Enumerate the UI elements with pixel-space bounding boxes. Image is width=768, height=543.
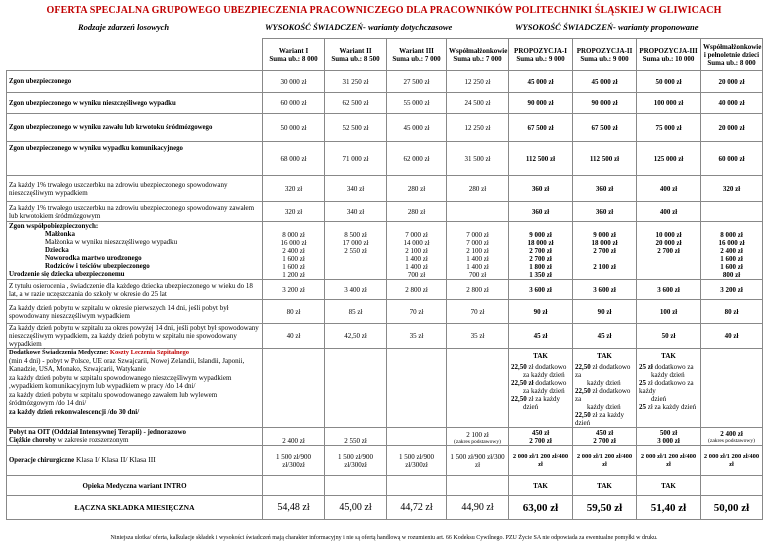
table-cell bbox=[447, 202, 509, 222]
text-value: 1 400 zł bbox=[405, 255, 428, 263]
table-cell: 12 250 zł bbox=[447, 114, 509, 142]
text-value: 700 zł bbox=[407, 271, 426, 279]
table-row bbox=[7, 114, 763, 142]
text-value: 1 600 zł bbox=[282, 255, 305, 263]
table-cell: 45 zł bbox=[509, 324, 573, 349]
text-value: za każdy dzień pobytu w szpitalu spowodowanego zawałem lub wylewem śródmózgowym /do 14 dni/ bbox=[9, 391, 218, 407]
table-cell bbox=[447, 349, 509, 428]
current-variants-header: WYSOKOŚĆ ŚWIADCZEŃ- warianty dotychczasowe bbox=[265, 22, 453, 32]
table-cell bbox=[701, 222, 763, 280]
table-cell: 52 500 zł bbox=[325, 114, 387, 142]
text-value: 2 550 zł bbox=[344, 247, 367, 255]
table-cell: 90 000 zł bbox=[509, 93, 573, 114]
text-value: Suma ub.: 8 000 bbox=[269, 54, 318, 63]
text-value: za każdy dzień bbox=[523, 371, 565, 379]
text-value: Wariant I bbox=[278, 46, 309, 55]
text-value: Współmałżonkowie i pełnoletnie dzieci bbox=[703, 42, 762, 59]
table-cell: 70 zł bbox=[387, 300, 447, 324]
table-cell bbox=[7, 114, 263, 142]
table-cell: 360 zł bbox=[509, 202, 573, 222]
text-value: Pobyt na OIT (Oddział Intensywnej Terapii) - jednorazowo bbox=[9, 428, 187, 436]
table-cell bbox=[7, 93, 263, 114]
table-cell bbox=[263, 349, 325, 428]
table-cell: 31 500 zł bbox=[447, 142, 509, 176]
table-cell bbox=[7, 349, 263, 428]
table-cell: 40 zł bbox=[701, 324, 763, 349]
table-cell: 125 000 zł bbox=[637, 142, 701, 176]
table-cell: 50 000 zł bbox=[263, 114, 325, 142]
col-header-8 bbox=[701, 39, 763, 71]
text-value: zł za każdy bbox=[528, 395, 560, 403]
text-value: 1 600 zł bbox=[720, 255, 743, 263]
text-value: każdy dzień bbox=[651, 371, 685, 379]
table-cell: 1 500 zł/900 zł/300 zł bbox=[447, 446, 509, 476]
table-cell: 40 zł bbox=[263, 324, 325, 349]
text-value: 2 700 zł bbox=[529, 436, 552, 445]
table-cell bbox=[509, 428, 573, 446]
table-cell: 100 zł bbox=[637, 300, 701, 324]
text-value: 1 400 zł bbox=[466, 255, 489, 263]
text-value: zł dodatkowo bbox=[528, 363, 567, 371]
table-cell: 24 500 zł bbox=[447, 93, 509, 114]
table-cell: Za każdy dzień pobytu w szpitalu za okres powyżej 14 dni, jeśli pobyt był spowodowany nieszczęśliwym wypadkiem, za każdy dzień pobytu w szpitalu nie spowodowany wypadkiem bbox=[7, 324, 263, 349]
table-cell bbox=[325, 349, 387, 428]
table-cell: 80 zł bbox=[701, 300, 763, 324]
text-value: TAK bbox=[597, 352, 612, 360]
table-cell bbox=[509, 349, 573, 428]
table-cell: 2 000 zł/1 200 zł/400 zł bbox=[637, 446, 701, 476]
text-value: Zgon ubezpieczonego w wyniku wypadku komunikacyjnego bbox=[9, 145, 183, 152]
table-cell bbox=[637, 428, 701, 446]
text-value: Małżonka bbox=[45, 230, 75, 238]
text-value: zł za każdy dzień bbox=[575, 411, 624, 427]
table-cell: 70 zł bbox=[447, 300, 509, 324]
col-header-2 bbox=[325, 39, 387, 71]
table-row bbox=[7, 93, 763, 114]
text-value: 18 000 zł bbox=[527, 239, 554, 247]
text-value: Koszty Leczenia Szpitalnego bbox=[109, 349, 189, 356]
text-value: 2 700 zł bbox=[593, 247, 616, 255]
text-value: (zakres podstawowy) bbox=[454, 439, 501, 445]
table-cell: 51,40 zł bbox=[637, 496, 701, 520]
text-value: PROPOZYCJA-II bbox=[576, 46, 633, 55]
table-cell: 45 000 zł bbox=[509, 71, 573, 93]
table-cell bbox=[387, 349, 447, 428]
table-cell bbox=[7, 39, 263, 71]
table-cell: 55 000 zł bbox=[387, 93, 447, 114]
table-row bbox=[7, 176, 763, 202]
benefits-table bbox=[6, 38, 763, 520]
table-cell: 45,00 zł bbox=[325, 496, 387, 520]
table-cell: 112 500 zł bbox=[509, 142, 573, 176]
table-cell bbox=[573, 349, 637, 428]
table-cell: 2 000 zł/1 200 zł/400 zł bbox=[701, 446, 763, 476]
table-cell bbox=[263, 222, 325, 280]
text-value: 2 400 zł bbox=[720, 247, 743, 255]
text-value: Suma ub.: 7 000 bbox=[392, 54, 441, 63]
text-value: TAK bbox=[533, 352, 548, 360]
events-header: Rodzaje zdarzeń losowych bbox=[78, 22, 170, 32]
text-value: Suma ub.: 10 000 bbox=[642, 54, 695, 63]
text-value: zł dodatkowo za bbox=[575, 363, 631, 379]
text-value: 1 800 zł bbox=[529, 263, 552, 271]
text-value: zł dodatkowo za każdy bbox=[639, 379, 694, 395]
text-value: dodatkowo za bbox=[654, 363, 694, 371]
table-cell: 59,50 zł bbox=[573, 496, 637, 520]
col-header-1 bbox=[263, 39, 325, 71]
text-value: Klasa I/ Klasa II/ Klasa III bbox=[74, 455, 156, 464]
table-row bbox=[7, 446, 763, 476]
col-header-7 bbox=[637, 39, 701, 71]
text-value: 1 200 zł bbox=[282, 271, 305, 279]
text-value: PROPOZYCJA-I bbox=[514, 46, 567, 55]
col-header-6 bbox=[573, 39, 637, 71]
table-cell: Za każdy 1% trwałego uszczerbku na zdrowiu ubezpieczonego spowodowany nieszczęśliwym wypadkiem bbox=[7, 176, 263, 202]
text-value: zł dodatkowo za bbox=[575, 387, 631, 403]
table-cell: 280 zł bbox=[447, 176, 509, 202]
table-cell: ŁĄCZNA SKŁADKA MIESIĘCZNA bbox=[7, 496, 263, 520]
text-value: 1 350 zł bbox=[529, 271, 552, 279]
table-cell: 35 zł bbox=[447, 324, 509, 349]
text-value: 14 000 zł bbox=[403, 239, 430, 247]
table-cell: TAK bbox=[637, 476, 701, 496]
table-cell: 67 500 zł bbox=[509, 114, 573, 142]
total-row bbox=[7, 496, 763, 520]
text-value: 3 000 zł bbox=[657, 436, 680, 445]
table-cell: 75 000 zł bbox=[637, 114, 701, 142]
text-value: PROPOZYCJA-III bbox=[639, 46, 698, 55]
text-value: 8 000 zł bbox=[282, 231, 305, 239]
text-value: 2 100 zł bbox=[405, 247, 428, 255]
table-cell: 71 000 zł bbox=[325, 142, 387, 176]
table-cell: 42,50 zł bbox=[325, 324, 387, 349]
text-value: Współmałżonkowie bbox=[449, 46, 508, 55]
table-cell: 340 zł bbox=[325, 202, 387, 222]
text-value: Suma ub.: 8 000 bbox=[707, 58, 756, 67]
text-value: Suma ub.: 9 000 bbox=[580, 54, 629, 63]
text-value: 500 zł bbox=[659, 428, 678, 437]
text-value: 25 bbox=[639, 403, 646, 411]
table-cell bbox=[701, 428, 763, 446]
table-row bbox=[7, 280, 763, 300]
text-value: 22,50 bbox=[575, 387, 591, 395]
table-cell: 280 zł bbox=[387, 176, 447, 202]
text-value: 1 600 zł bbox=[282, 263, 305, 271]
text-value: 25 zł bbox=[639, 363, 653, 371]
table-cell: 320 zł bbox=[263, 202, 325, 222]
text-value: 18 000 zł bbox=[591, 239, 618, 247]
text-value: 22,50 bbox=[511, 395, 527, 403]
table-cell: 3 600 zł bbox=[509, 280, 573, 300]
text-value: zł za każdy dzień bbox=[647, 403, 697, 411]
text-value: 22,50 bbox=[575, 411, 591, 419]
table-cell bbox=[701, 202, 763, 222]
table-cell: 3 400 zł bbox=[325, 280, 387, 300]
text-value: 2 100 zł bbox=[593, 263, 616, 271]
co-insured-block bbox=[7, 222, 763, 280]
text-value: 7 000 zł bbox=[466, 239, 489, 247]
table-cell: TAK bbox=[573, 476, 637, 496]
table-cell: 63,00 zł bbox=[509, 496, 573, 520]
text-value: 700 zł bbox=[468, 271, 487, 279]
table-cell bbox=[701, 349, 763, 428]
table-cell bbox=[7, 71, 263, 93]
table-cell: 360 zł bbox=[509, 176, 573, 202]
table-cell bbox=[637, 349, 701, 428]
text-value: 450 zł bbox=[595, 428, 614, 437]
text-value: Wariant II bbox=[339, 46, 372, 55]
table-cell bbox=[637, 222, 701, 280]
text-value: 25 bbox=[639, 379, 646, 387]
table-cell: Z tytułu osierocenia , świadczenie dla każdego dziecka ubezpieczonego w wieku do 18 lat, a w razie uczęszczania do szkoły w okresie do 25 lat bbox=[7, 280, 263, 300]
table-cell: 2 000 zł/1 200 zł/400 zł bbox=[573, 446, 637, 476]
table-cell: 112 500 zł bbox=[573, 142, 637, 176]
table-cell bbox=[387, 428, 447, 446]
table-cell: 30 000 zł bbox=[263, 71, 325, 93]
text-value: 20 000 zł bbox=[655, 239, 682, 247]
table-cell: Pobyt na OIT (Oddział Intensywnej Terapii) - jednorazowo Ciężkie choroby w zakresie rozszerzonym bbox=[7, 428, 263, 446]
table-cell: 50 zł bbox=[637, 324, 701, 349]
table-cell bbox=[509, 222, 573, 280]
document-title: OFERTA SPECJALNA GRUPOWEGO UBEZPIECZENIA PRACOWNICZEGO DLA PRACOWNIKÓW POLITECHNIKI ŚLĄSKIEJ W GLIWICACH bbox=[46, 5, 722, 16]
table-row bbox=[7, 71, 763, 93]
table-cell: 320 zł bbox=[263, 176, 325, 202]
table-cell: 3 600 zł bbox=[637, 280, 701, 300]
table-cell: 45 zł bbox=[573, 324, 637, 349]
table-row bbox=[7, 324, 763, 349]
text-value: (min 4 dni) - pobyt w Polsce, UE oraz Szwajcarii, Nowej Zelandii, Islandii, Japonii, Kanadzie, USA, Monako, Szwajcarii, Watykanie bbox=[9, 357, 245, 373]
table-cell: 1 500 zł/900 zł/300zł bbox=[325, 446, 387, 476]
table-cell: 45 000 zł bbox=[573, 71, 637, 93]
table-cell: 85 zł bbox=[325, 300, 387, 324]
table-row bbox=[7, 142, 763, 176]
text-value: każdy dzień bbox=[587, 403, 621, 411]
table-cell: 68 000 zł bbox=[263, 142, 325, 176]
table-cell: TAK bbox=[509, 476, 573, 496]
text-value: Dziecka bbox=[45, 246, 69, 254]
table-cell: 400 zł bbox=[637, 202, 701, 222]
table-cell: 90 zł bbox=[573, 300, 637, 324]
column-header-row bbox=[7, 39, 763, 71]
text-value: Zgon ubezpieczonego w wyniku nieszczęśliwego wypadku bbox=[9, 99, 176, 107]
table-cell: 67 500 zł bbox=[573, 114, 637, 142]
text-value: 1 600 zł bbox=[720, 263, 743, 271]
text-value: 22,50 bbox=[511, 363, 527, 371]
table-cell: 20 000 zł bbox=[701, 71, 763, 93]
table-cell: 62 500 zł bbox=[325, 93, 387, 114]
table-cell: 2 800 zł bbox=[447, 280, 509, 300]
text-value: 16 000 zł bbox=[280, 239, 307, 247]
text-value: 800 zł bbox=[722, 271, 741, 279]
table-cell: 62 000 zł bbox=[387, 142, 447, 176]
text-value: Wariant III bbox=[399, 46, 434, 55]
text-value: 1 400 zł bbox=[466, 263, 489, 271]
text-value: 2 400 zł bbox=[720, 429, 743, 438]
table-cell: 1 500 zł/900 zł/300zł bbox=[263, 446, 325, 476]
col-header-5 bbox=[509, 39, 573, 71]
table-cell: 3 600 zł bbox=[573, 280, 637, 300]
text-value: 17 000 zł bbox=[342, 239, 369, 247]
medical-benefits-block bbox=[7, 349, 763, 428]
table-cell: 12 250 zł bbox=[447, 71, 509, 93]
footer-disclaimer: Niniejsza ulotka/ oferta, kalkulacje składek i wysokości świadczeń mają charakter informacyjny i nie są ofertą handlową w rozumieniu art. 66 Kodeksu Cywilnego. PZU Życie SA nie odpowiada za ewentualne pomyłki w druku. bbox=[110, 535, 658, 541]
table-cell bbox=[447, 476, 509, 496]
text-value: Suma ub.: 8 500 bbox=[331, 54, 380, 63]
table-cell bbox=[7, 142, 263, 176]
text-value: dzień bbox=[523, 403, 539, 411]
table-cell: 54,48 zł bbox=[263, 496, 325, 520]
table-row bbox=[7, 202, 763, 222]
table-cell: 35 zł bbox=[387, 324, 447, 349]
table-cell: 2 550 zł bbox=[325, 428, 387, 446]
text-value: 22,50 bbox=[575, 363, 591, 371]
table-cell: Za każdy dzień pobytu w szpitalu w okresie pierwszych 14 dni, jeśli pobyt był spowodowany nieszczęśliwym wypadkiem bbox=[7, 300, 263, 324]
table-cell: 44,72 zł bbox=[387, 496, 447, 520]
text-value: 9 000 zł bbox=[529, 231, 552, 239]
table-cell bbox=[7, 222, 263, 280]
text-value: 450 zł bbox=[531, 428, 550, 437]
table-cell: 90 zł bbox=[509, 300, 573, 324]
text-value: Zgon współpobiezpieczonych: bbox=[9, 222, 99, 230]
table-cell: 80 zł bbox=[263, 300, 325, 324]
text-value: Noworodka martwo urodzonego bbox=[45, 254, 142, 262]
text-value: 8 000 zł bbox=[720, 231, 743, 239]
text-value: Małżonka w wyniku nieszczęśliwego wypadku bbox=[45, 238, 178, 246]
table-row bbox=[7, 428, 763, 446]
table-cell bbox=[573, 222, 637, 280]
table-cell: 360 zł bbox=[573, 176, 637, 202]
text-value: Urodzenie się dziecka ubezpieczonemu bbox=[9, 270, 125, 278]
table-cell: 50 000 zł bbox=[637, 71, 701, 93]
text-value: 2 700 zł bbox=[593, 436, 616, 445]
text-value: 2 700 zł bbox=[529, 247, 552, 255]
table-cell bbox=[387, 222, 447, 280]
text-value: Suma ub.: 9 000 bbox=[516, 54, 565, 63]
text-value: 7 000 zł bbox=[405, 231, 428, 239]
table-cell bbox=[701, 476, 763, 496]
text-value: 2 100 zł bbox=[466, 247, 489, 255]
table-cell bbox=[7, 446, 263, 476]
text-value: dzień bbox=[651, 395, 667, 403]
table-cell: 280 zł bbox=[387, 202, 447, 222]
text-value: Dodatkowe Świadczenia Medyczne: bbox=[9, 349, 110, 356]
text-value: 2 700 zł bbox=[657, 247, 680, 255]
table-cell: 100 000 zł bbox=[637, 93, 701, 114]
text-value: za każdy dzień bbox=[523, 387, 565, 395]
table-cell: 27 500 zł bbox=[387, 71, 447, 93]
table-cell bbox=[573, 428, 637, 446]
text-value: 2 700 zł bbox=[529, 255, 552, 263]
table-cell bbox=[447, 222, 509, 280]
table-cell: 360 zł bbox=[573, 202, 637, 222]
text-value: Zgon ubezpieczonego w wyniku zawału lub krwotoku śródmózgowego bbox=[9, 124, 213, 131]
table-cell: 45 000 zł bbox=[387, 114, 447, 142]
table-cell: 400 zł bbox=[637, 176, 701, 202]
table-row bbox=[7, 300, 763, 324]
text-value: 7 000 zł bbox=[466, 231, 489, 239]
table-cell: 90 000 zł bbox=[573, 93, 637, 114]
table-cell: Opieka Medyczna wariant INTRO bbox=[7, 476, 263, 496]
text-value: 2 100 zł bbox=[466, 431, 489, 439]
text-value: 16 000 zł bbox=[718, 239, 745, 247]
text-value: za każdy dzień rekonwalescencji /do 30 dni/ bbox=[9, 408, 140, 416]
table-cell: 320 zł bbox=[701, 176, 763, 202]
table-cell: 44,90 zł bbox=[447, 496, 509, 520]
text-value: TAK bbox=[661, 352, 676, 360]
text-value: 8 500 zł bbox=[344, 231, 367, 239]
text-value: Rodziców i teściów ubezpieczonego bbox=[45, 262, 150, 270]
text-value: 1 400 zł bbox=[405, 263, 428, 271]
table-cell: 1 500 zł/900 zł/300zł bbox=[387, 446, 447, 476]
table-row bbox=[7, 476, 763, 496]
text-value: Suma ub.: 7 000 bbox=[453, 54, 502, 63]
table-cell: 60 000 zł bbox=[701, 142, 763, 176]
table-cell: 2 000 zł/1 200 zł/400 zł bbox=[509, 446, 573, 476]
table-cell: 40 000 zł bbox=[701, 93, 763, 114]
text-value: 2 400 zł bbox=[282, 247, 305, 255]
table-cell: Za każdy 1% trwałego uszczerbku na zdrowiu ubezpieczonego spowodowany zawałem lub krwotokiem śródmózgowym bbox=[7, 202, 263, 222]
table-cell bbox=[447, 428, 509, 446]
table-cell: 3 200 zł bbox=[701, 280, 763, 300]
table-cell: 340 zł bbox=[325, 176, 387, 202]
table-cell: 3 200 zł bbox=[263, 280, 325, 300]
table-cell bbox=[325, 222, 387, 280]
text-value: dodatkowo bbox=[535, 379, 567, 387]
table-cell: 2 800 zł bbox=[387, 280, 447, 300]
text-value: 9 000 zł bbox=[593, 231, 616, 239]
table-cell bbox=[387, 476, 447, 496]
text-value: Zgon ubezpieczonego bbox=[9, 78, 72, 85]
col-header-3 bbox=[387, 39, 447, 71]
col-header-4 bbox=[447, 39, 509, 71]
table-cell: 60 000 zł bbox=[263, 93, 325, 114]
text-value: za każdy dzień pobytu w szpitalu spowodowanego nieszczęśliwym wypadkiem ,wypadkiem komunikacyjnym lub wypadkiem w pracy /do 14 dni/ bbox=[9, 374, 232, 390]
table-cell bbox=[263, 476, 325, 496]
table-cell: 50,00 zł bbox=[701, 496, 763, 520]
proposed-variants-header: WYSOKOŚĆ ŚWIADCZEŃ- warianty proponowane bbox=[515, 22, 699, 32]
table-cell: 20 000 zł bbox=[701, 114, 763, 142]
text-value: Operacje chirurgiczne bbox=[9, 457, 75, 464]
table-cell bbox=[325, 476, 387, 496]
text-value: 22,50 zł bbox=[511, 379, 534, 387]
text-value: 10 000 zł bbox=[655, 231, 682, 239]
table-cell: 2 400 zł bbox=[263, 428, 325, 446]
text-value: (zakres podstawowy) bbox=[708, 437, 755, 444]
table-cell: 31 250 zł bbox=[325, 71, 387, 93]
text-value: każdy dzień bbox=[587, 379, 621, 387]
